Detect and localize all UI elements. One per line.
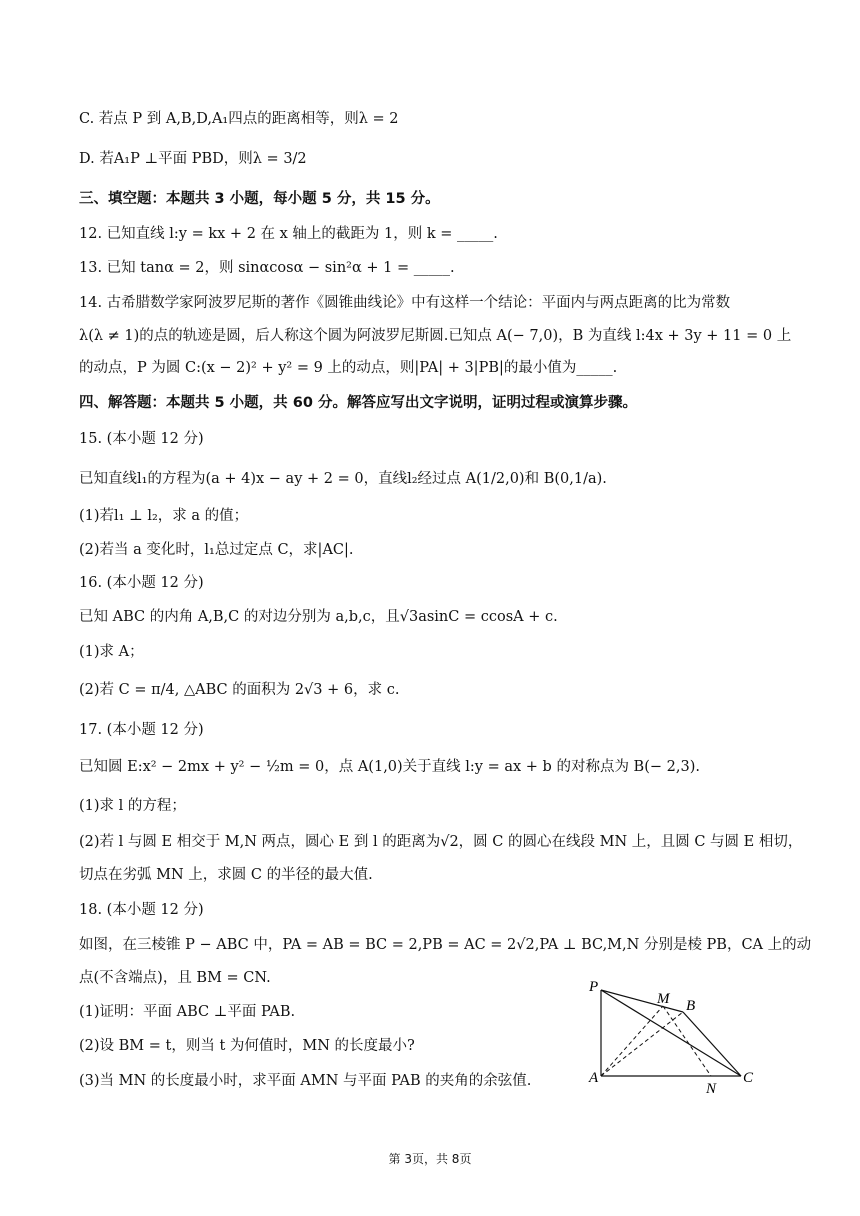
option-c: C. 若点 P 到 A,B,D,A₁四点的距离相等，则λ = 2 — [79, 111, 399, 127]
question-14-line-3: 的动点，P 为圆 C:(x − 2)² + y² = 9 上的动点，则|PA| + 3|PB|的最小值为_____. — [79, 360, 618, 376]
question-17-part-2-line-2: 切点在劣弧 MN 上，求圆 C 的半径的最大值. — [79, 867, 373, 883]
label-m: M — [657, 991, 670, 1007]
edge-pb — [601, 990, 683, 1012]
question-15-statement: 已知直线l₁的方程为(a + 4)x − ay + 2 = 0，直线l₂经过点 A(1/2,0)和 B(0,1/a). — [79, 471, 607, 487]
question-18-part-2: (2)设 BM = t，则当 t 为何值时，MN 的长度最小? — [79, 1038, 415, 1054]
question-16-header: 16. (本小题 12 分) — [79, 575, 204, 591]
question-18-part-1: (1)证明：平面 ABC ⊥平面 PAB. — [79, 1004, 296, 1020]
question-18-part-3: (3)当 MN 的长度最小时，求平面 AMN 与平面 PAB 的夹角的余弦值. — [79, 1073, 532, 1089]
question-17-statement: 已知圆 E:x² − 2mx + y² − ½m = 0，点 A(1,0)关于直线 l:y = ax + b 的对称点为 B(− 2,3). — [79, 759, 700, 775]
question-12: 12. 已知直线 l:y = kx + 2 在 x 轴上的截距为 1，则 k = _____. — [79, 226, 498, 242]
edge-pc — [601, 990, 741, 1076]
label-b: B — [686, 998, 696, 1014]
label-c: C — [743, 1070, 754, 1086]
question-16-part-2: (2)若 C = π/4, △ABC 的面积为 2√3 + 6，求 c. — [79, 682, 400, 698]
question-17-header: 17. (本小题 12 分) — [79, 722, 204, 738]
pyramid-figure — [583, 978, 763, 1098]
option-d: D. 若A₁P ⊥平面 PBD，则λ = 3/2 — [79, 151, 307, 167]
edge-bc — [683, 1012, 741, 1076]
question-18-statement-line-1: 如图，在三棱锥 P − ABC 中，PA = AB = BC = 2,PB = AC = 2√2,PA ⊥ BC,M,N 分别是棱 PB，CA 上的动 — [79, 937, 812, 953]
question-14-line-1: 14. 古希腊数学家阿波罗尼斯的著作《圆锥曲线论》中有这样一个结论：平面内与两点距离的比为常数 — [79, 295, 731, 311]
question-15-part-2: (2)若当 a 变化时，l₁总过定点 C，求|AC|. — [79, 542, 354, 558]
label-p: P — [589, 979, 599, 995]
section-answer-heading: 四、解答题：本题共 5 小题，共 60 分。解答应写出文字说明，证明过程或演算步骤。 — [79, 395, 637, 411]
segment-am — [601, 1006, 663, 1076]
question-18-header: 18. (本小题 12 分) — [79, 902, 204, 918]
section-fill-in-heading: 三、填空题：本题共 3 小题，每小题 5 分，共 15 分。 — [79, 191, 440, 207]
label-a: A — [589, 1070, 599, 1086]
question-17-part-1: (1)求 l 的方程； — [79, 798, 186, 814]
question-14-line-2: λ(λ ≠ 1)的点的轨迹是圆，后人称这个圆为阿波罗尼斯圆.已知点 A(− 7,0)，B 为直线 l:4x + 3y + 11 = 0 上 — [79, 328, 792, 344]
page-footer: 第 3页，共 8页 — [388, 1152, 472, 1166]
question-15-header: 15. (本小题 12 分) — [79, 431, 204, 447]
label-n: N — [706, 1081, 717, 1097]
question-17-part-2-line-1: (2)若 l 与圆 E 相交于 M,N 两点，圆心 E 到 l 的距离为√2，圆 C 的圆心在线段 MN 上，且圆 C 与圆 E 相切， — [79, 834, 803, 850]
question-16-statement: 已知 ABC 的内角 A,B,C 的对边分别为 a,b,c，且√3asinC = ccosA + c. — [79, 609, 558, 625]
question-13: 13. 已知 tanα = 2，则 sinαcosα − sin²α + 1 = _____. — [79, 260, 455, 276]
question-16-part-1: (1)求 A； — [79, 644, 144, 660]
question-18-statement-line-2: 点(不含端点)，且 BM = CN. — [79, 970, 271, 986]
edge-ab-hidden — [601, 1012, 683, 1076]
question-15-part-1: (1)若l₁ ⊥ l₂，求 a 的值； — [79, 508, 249, 524]
